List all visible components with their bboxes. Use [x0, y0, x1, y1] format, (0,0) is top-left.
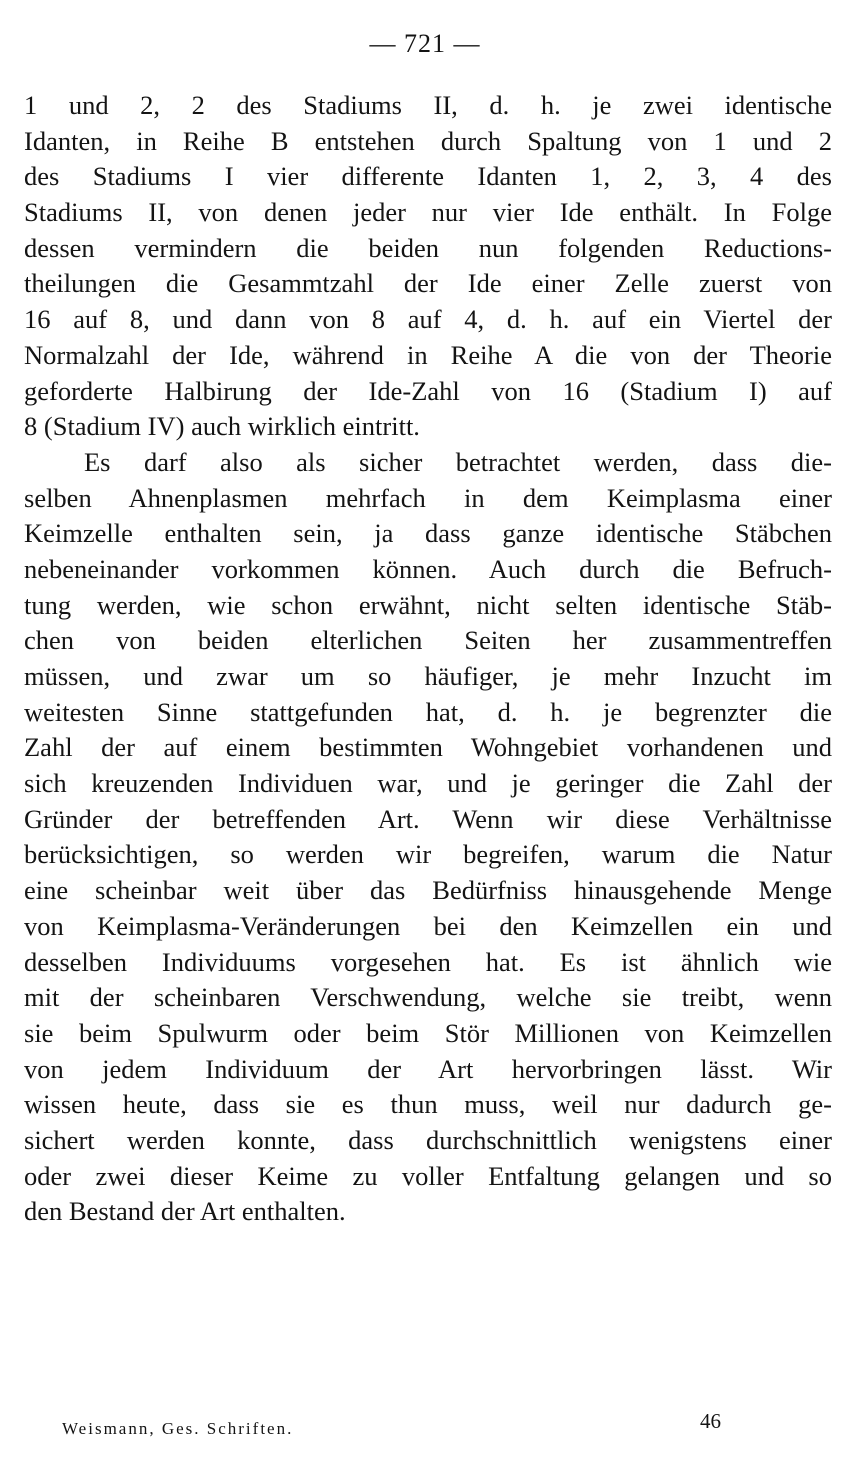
text-line: nebeneinander vorkommen können. Auch durch die Befruch- [24, 553, 832, 584]
text-line: tung werden, wie schon erwähnt, nicht selten identische Stäb- [24, 589, 832, 620]
text-line: den Bestand der Art enthalten. [24, 1196, 346, 1227]
text-line: geforderte Halbirung der Ide-Zahl von 16 (Stadium I) auf [24, 375, 832, 406]
text-line: 16 auf 8, und dann von 8 auf 4, d. h. auf ein Viertel der [24, 304, 832, 335]
text-line: Gründer der betreffenden Art. Wenn wir diese Verhältnisse [24, 803, 832, 834]
text-line: 8 (Stadium IV) auch wirklich eintritt. [24, 411, 420, 442]
text-line: wissen heute, dass sie es thun muss, weil nur dadurch ge- [24, 1089, 832, 1120]
footer-source: Weismann, Ges. Schriften. [62, 1419, 294, 1438]
text-line: müssen, und zwar um so häufiger, je mehr Inzucht im [24, 661, 832, 691]
text-line: weitesten Sinne stattgefunden hat, d. h. je begrenzter die [24, 696, 832, 727]
text-line: desselben Individuums vorgesehen hat. Es ist ähnlich wie [24, 946, 832, 977]
text-line: von Keimplasma-Veränderungen bei den Keimzellen ein und [24, 910, 832, 941]
text-line: Keimzelle enthalten sein, ja dass ganze identische Stäbchen [24, 518, 832, 549]
text-line: sichert werden konnte, dass durchschnittlich wenigstens einer [24, 1124, 832, 1155]
text-line: des Stadiums I vier differente Idanten 1, 2, 3, 4 des [24, 161, 832, 192]
body-text [24, 88, 832, 1230]
text-line: Zahl der auf einem bestimmten Wohngebiet vorhandenen und [24, 732, 832, 763]
text-line: eine scheinbar weit über das Bedürfniss hinausgehende Menge [24, 875, 832, 906]
page-number: — 721 — [369, 29, 481, 58]
text-line: Es darf also als sicher betrachtet werden, dass die- [84, 446, 832, 477]
text-line: sich kreuzenden Individuen war, und je geringer die Zahl der [24, 768, 832, 799]
text-line: oder zwei dieser Keime zu voller Entfaltung gelangen und so [24, 1160, 832, 1191]
text-line: selben Ahnenplasmen mehrfach in dem Keimplasma einer [24, 482, 832, 513]
text-line: mit der scheinbaren Verschwendung, welche sie treibt, wenn [24, 982, 832, 1013]
text-line: berücksichtigen, so werden wir begreifen, warum die Natur [24, 839, 832, 870]
text-line: von jedem Individuum der Art hervorbringen lässt. Wir [24, 1053, 832, 1084]
text-line: Stadiums II, von denen jeder nur vier Ide enthält. In Folge [24, 197, 832, 228]
text-line: chen von beiden elterlichen Seiten her zusammentreffen [24, 625, 832, 656]
text-line: Normalzahl der Ide, während in Reihe A die von der Theorie [24, 339, 832, 370]
text-line: theilungen die Gesammtzahl der Ide einer Zelle zuerst von [24, 268, 832, 299]
text-line: sie beim Spulwurm oder beim Stör Millionen von Keimzellen [24, 1017, 832, 1048]
text-line: 1 und 2, 2 des Stadiums II, d. h. je zwei identische [24, 90, 832, 120]
text-line: dessen vermindern die beiden nun folgenden Reductions- [24, 232, 832, 263]
signature-number: 46 [700, 1409, 721, 1433]
text-line: Idanten, in Reihe B entstehen durch Spaltung von 1 und 2 [24, 125, 832, 156]
